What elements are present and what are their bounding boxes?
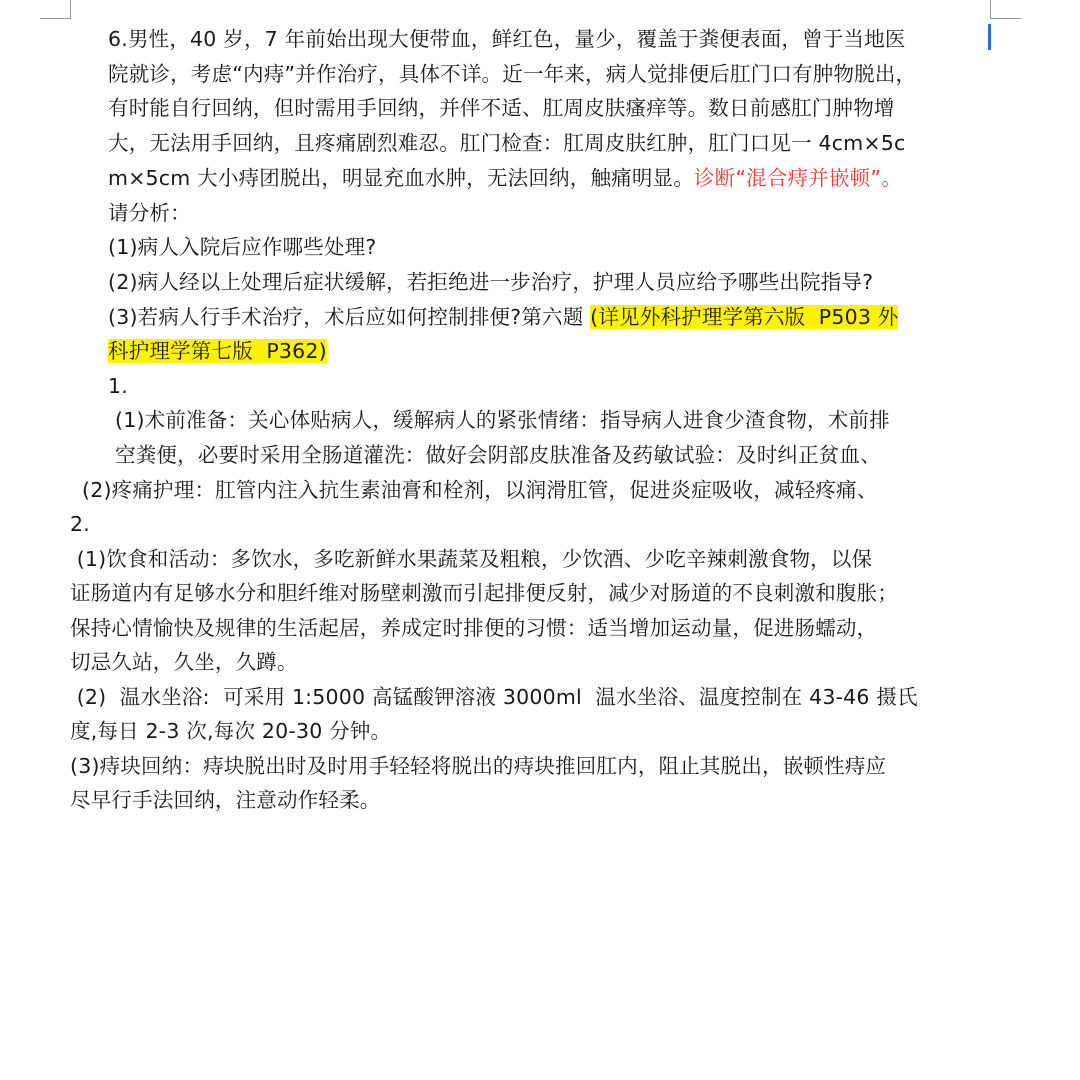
- answer-2-item-1-line-2: 证肠道内有足够水分和胆纤维对肠壁刺激而引起排便反射，减少对肠道的不良刺激和腹胀；: [70, 581, 898, 605]
- answer-1-item-1-line-1: (1)术前准备：关心体贴病人，缓解病人的紧张情绪：指导病人进食少渣食物，术前排: [115, 408, 890, 432]
- diagnosis-red-text: 诊断“混合痔并嵌顿”。: [693, 166, 902, 190]
- question-line-2: 院就诊，考虑“内痔”并作治疗，具体不详。近一年来，病人觉排便后肛门口有肿物脱出，: [108, 62, 917, 86]
- question-item-3-cont: [108, 337, 327, 365]
- question-item-1: (1)病人入院后应作哪些处理?: [108, 235, 377, 259]
- question-line-1: 6.男性，40 岁，7 年前始出现大便带血，鲜红色，量少，覆盖于粪便表面，曾于当地医: [108, 27, 906, 51]
- answer-1-number: 1.: [108, 374, 128, 398]
- question-line-4: 大，无法用手回纳，且疼痛剧烈难忍。肛门检查：肛周皮肤红肿，肛门口见一 4cm×5c: [108, 131, 906, 155]
- reference-highlight-1: (详见外科护理学第六版 P503 外: [590, 305, 899, 329]
- question-line-5-text: m×5cm 大小痔团脱出，明显充血水肿，无法回纳，触痛明显。: [108, 166, 694, 190]
- question-line-5: [108, 164, 902, 192]
- answer-2-item-1-line-3: 保持心情愉快及规律的生活起居，养成定时排便的习惯：适当增加运动量，促进肠蠕动，: [70, 616, 878, 640]
- question-item-3: [108, 303, 898, 331]
- answer-2-item-2-line-1: (2) 温水坐浴: 可采用 1:5000 高锰酸钾溶液 3000ml 温水坐浴、温度控制在 43-46 摄氏: [70, 685, 918, 709]
- question-item-2: (2)病人经以上处理后症状缓解，若拒绝进一步治疗，护理人员应给予哪些出院指导?: [108, 270, 874, 294]
- answer-2-item-1-line-4: 切忌久站，久坐，久蹲。: [70, 650, 298, 674]
- question-item-3-text: (3)若病人行手术治疗，术后应如何控制排便?第六题: [108, 305, 591, 329]
- page-corner-mark-top-right: [990, 0, 1021, 19]
- answer-2-item-3-line-2: 尽早行手法回纳，注意动作轻柔。: [70, 788, 381, 812]
- question-line-3: 有时能自行回纳，但时需用手回纳，并伴不适、肛周皮肤瘙痒等。数日前感肛门肿物增: [108, 96, 895, 120]
- answer-1-item-2: (2)疼痛护理：肛管内注入抗生素油膏和栓剂，以润滑肛管，促进炎症吸收，减轻疼痛、: [82, 478, 878, 502]
- page-corner-mark-top-left: [40, 0, 71, 19]
- answer-1-item-1-line-2: 空粪便，必要时采用全肠道灌洗：做好会阴部皮肤准备及药敏试验：及时纠正贫血、: [115, 443, 881, 467]
- reference-highlight-2: 科护理学第七版 P362): [108, 339, 327, 363]
- question-analyze-label: 请分析：: [108, 201, 191, 225]
- text-cursor: [988, 24, 991, 50]
- answer-2-number: 2.: [70, 512, 90, 536]
- answer-2-item-2-line-2: 度,每日 2-3 次,每次 20-30 分钟。: [70, 719, 392, 743]
- answer-2-item-1-line-1: (1)饮食和活动：多饮水，多吃新鲜水果蔬菜及粗粮，少饮酒、少吃辛辣刺激食物，以保: [70, 547, 873, 571]
- answer-2-item-3-line-1: (3)痔块回纳：痔块脱出时及时用手轻轻将脱出的痔块推回肛内，阻止其脱出，嵌顿性痔应: [70, 754, 887, 778]
